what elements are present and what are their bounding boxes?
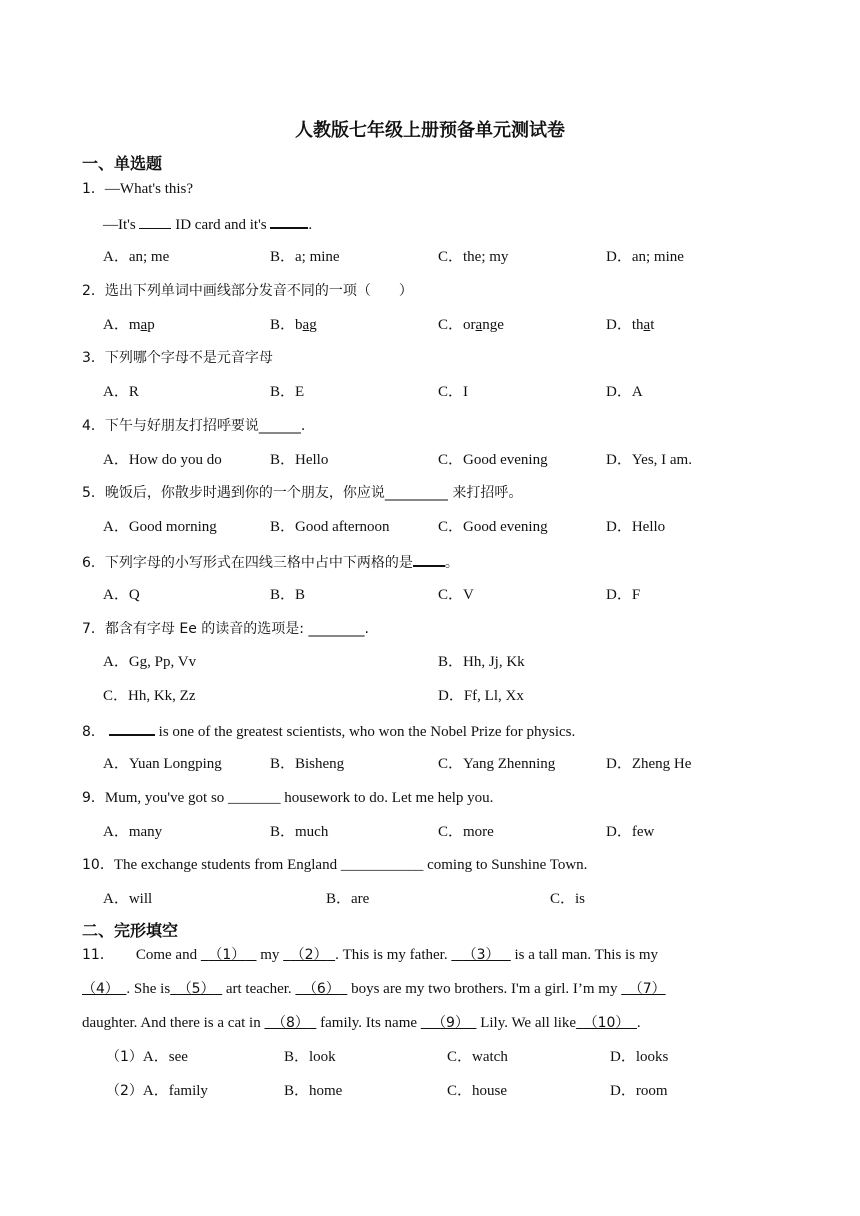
option-a[interactable]: A．will: [103, 891, 153, 907]
option-a[interactable]: A．Yuan Longping: [103, 756, 222, 772]
blank-number: （2）: [290, 947, 328, 963]
passage-text: . She is: [126, 981, 171, 997]
question-text: 选出下列单词中画线部分发音不同的一项（ ）: [104, 283, 413, 299]
question-1: [82, 179, 193, 199]
option-a[interactable]: A．an; me: [103, 249, 170, 265]
option-c[interactable]: C．Hh, Kk, Zz: [103, 688, 196, 704]
question-5: [82, 483, 522, 503]
option-b[interactable]: B．look: [284, 1049, 336, 1065]
option-text: nge: [482, 317, 504, 333]
question-number: 11．: [82, 947, 114, 963]
option-d[interactable]: D．an; mine: [606, 249, 684, 265]
option-a[interactable]: A．family: [142, 1083, 208, 1099]
question-number: 9．: [82, 790, 105, 806]
option-d[interactable]: D．few: [606, 824, 655, 840]
option-text: t: [650, 317, 655, 333]
option-c[interactable]: C．house: [447, 1083, 508, 1099]
cloze-blank-5: [170, 981, 222, 997]
option-c[interactable]: C．more: [438, 824, 494, 840]
option-text: C．or: [438, 317, 476, 333]
option-b[interactable]: B．Hh, Jj, Kk: [438, 654, 525, 670]
question-number: 2．: [82, 283, 105, 299]
option-a[interactable]: A．How do you do: [103, 452, 222, 468]
blank-number: （9）: [432, 1015, 469, 1031]
passage-text: boys are my two brothers. I'm a girl. I’m my: [347, 981, 622, 997]
question-2: [82, 281, 413, 301]
question-text: 下午与好朋友打招呼要说______.: [104, 418, 306, 434]
option-c[interactable]: [438, 315, 504, 335]
option-b[interactable]: B．much: [270, 824, 329, 840]
option-d[interactable]: D．Yes, I am.: [606, 452, 692, 468]
question-number: 6．: [82, 555, 105, 571]
option-b[interactable]: B．are: [326, 891, 370, 907]
question-10: [82, 855, 587, 875]
blank-number: （4）: [82, 981, 119, 997]
blank-number: （8）: [271, 1015, 309, 1031]
question-number: 10．: [82, 857, 114, 873]
answer-blank: [109, 720, 155, 736]
cloze-blank-9: [421, 1015, 477, 1031]
option-d[interactable]: D．Ff, Ll, Xx: [438, 688, 524, 704]
option-d[interactable]: D．F: [606, 587, 641, 603]
blank-number: （3）: [462, 947, 500, 963]
option-c[interactable]: C．watch: [447, 1049, 508, 1065]
option-b[interactable]: B．a; mine: [270, 249, 340, 265]
option-text: p: [147, 317, 155, 333]
option-d[interactable]: D．looks: [610, 1049, 669, 1065]
sub-question-2: [106, 1081, 208, 1101]
question-text: 下列字母的小写形式在四线三格中占中下两格的是: [104, 555, 413, 571]
sub-question-1: [106, 1047, 188, 1067]
cloze-blank-7: [621, 981, 665, 997]
question-8: [82, 720, 575, 742]
cloze-blank-3: [451, 947, 510, 963]
blank-number: （7）: [628, 981, 666, 997]
sub-question-number: （1）: [106, 1049, 143, 1065]
blank-number: （6）: [302, 981, 340, 997]
option-text: A．m: [103, 317, 141, 333]
option-b[interactable]: B．Bisheng: [270, 756, 345, 772]
passage-text: my: [256, 947, 284, 963]
blank-number: （10）: [583, 1015, 630, 1031]
option-text: g: [309, 317, 317, 333]
option-c[interactable]: C．is: [550, 891, 586, 907]
option-a[interactable]: A．Q: [103, 587, 140, 603]
question-number: 1．: [82, 181, 105, 197]
cloze-blank-8: [264, 1015, 316, 1031]
underlined-letter: a: [140, 317, 148, 333]
page-title: 人教版七年级上册预备单元测试卷: [295, 120, 565, 141]
cloze-line-1: [82, 945, 658, 965]
question-4: [82, 416, 305, 436]
option-a[interactable]: A．R: [103, 384, 139, 400]
option-b[interactable]: [270, 315, 317, 335]
option-d[interactable]: D．Hello: [606, 519, 666, 535]
cloze-blank-1: [201, 947, 257, 963]
cloze-blank-2: [283, 947, 335, 963]
question-text: The exchange students from England ___________ coming to Sunshine Town.: [113, 857, 588, 873]
question-3: [82, 348, 273, 368]
option-b[interactable]: B．B: [270, 587, 306, 603]
question-number: 5．: [82, 485, 105, 501]
option-d[interactable]: [606, 315, 654, 335]
sub-question-number: （2）: [106, 1083, 143, 1099]
option-c[interactable]: C．I: [438, 384, 469, 400]
blank-number: （1）: [208, 947, 246, 963]
option-b[interactable]: B．Good afternoon: [270, 519, 390, 535]
option-a[interactable]: A．Gg, Pp, Vv: [103, 654, 197, 670]
option-d[interactable]: D．room: [610, 1083, 668, 1099]
option-b[interactable]: B．E: [270, 384, 305, 400]
option-b[interactable]: B．home: [284, 1083, 343, 1099]
cloze-blank-4: [82, 981, 126, 997]
passage-text: daughter. And there is a cat in: [82, 1015, 265, 1031]
passage-text: is a tall man. This is my: [510, 947, 658, 963]
section-heading-cloze: 二、完形填空: [82, 921, 179, 940]
passage-text: family. Its name: [316, 1015, 421, 1031]
option-text: B．b: [270, 317, 303, 333]
answer-blank: [270, 213, 308, 229]
question-number: 8．: [82, 724, 105, 740]
question-text: Mum, you've got so _______ housework to do. Let me help you.: [104, 790, 494, 806]
question-text: —It's: [103, 217, 140, 233]
underlined-letter: a: [475, 317, 483, 333]
question-7: [82, 619, 369, 639]
option-c[interactable]: C．Yang Zhenning: [438, 756, 556, 772]
question-text: ID card and it's: [171, 217, 271, 233]
passage-text: Come and: [135, 947, 201, 963]
option-a[interactable]: A．Good morning: [103, 519, 217, 535]
question-number: 3．: [82, 350, 105, 366]
question-number: 4．: [82, 418, 105, 434]
option-a[interactable]: A．many: [103, 824, 163, 840]
blank-number: （5）: [177, 981, 215, 997]
option-text: D．th: [606, 317, 644, 333]
underlined-letter: a: [643, 317, 651, 333]
question-6: [82, 551, 459, 573]
question-text: 下列哪个字母不是元音字母: [104, 350, 273, 366]
cloze-line-2: [82, 979, 666, 999]
passage-text: Lily. We all like: [476, 1015, 577, 1031]
question-number: 7．: [82, 621, 105, 637]
question-text: 。: [444, 555, 459, 571]
question-1-line2: [103, 213, 312, 235]
answer-blank: [139, 214, 171, 229]
question-text: .: [308, 217, 313, 233]
option-d[interactable]: D．Zheng He: [606, 756, 692, 772]
question-text: 都含有字母 Ee 的读音的选项是: ________.: [104, 621, 369, 637]
cloze-blank-10: [576, 1015, 637, 1031]
option-c[interactable]: C．V: [438, 587, 474, 603]
cloze-blank-6: [295, 981, 347, 997]
section-heading-single-choice: 一、单选题: [82, 154, 163, 173]
option-a[interactable]: A．see: [142, 1049, 188, 1065]
cloze-line-3: [82, 1013, 641, 1033]
option-d[interactable]: D．A: [606, 384, 643, 400]
passage-text: . This is my father.: [335, 947, 452, 963]
option-b[interactable]: B．Hello: [270, 452, 329, 468]
question-text: —What's this?: [104, 181, 194, 197]
answer-blank: [413, 551, 445, 567]
passage-text: art teacher.: [222, 981, 296, 997]
option-c[interactable]: C．Good evening: [438, 519, 548, 535]
option-c[interactable]: C．the; my: [438, 249, 509, 265]
question-9: [82, 788, 493, 808]
question-text: is one of the greatest scientists, who won the Nobel Prize for physics.: [154, 724, 576, 740]
underlined-letter: a: [302, 317, 310, 333]
passage-text: .: [636, 1015, 641, 1031]
question-text: 晚饭后，你散步时遇到你的一个朋友，你应说_________ 来打招呼。: [104, 485, 523, 501]
option-c[interactable]: C．Good evening: [438, 452, 548, 468]
option-a[interactable]: [103, 315, 155, 335]
